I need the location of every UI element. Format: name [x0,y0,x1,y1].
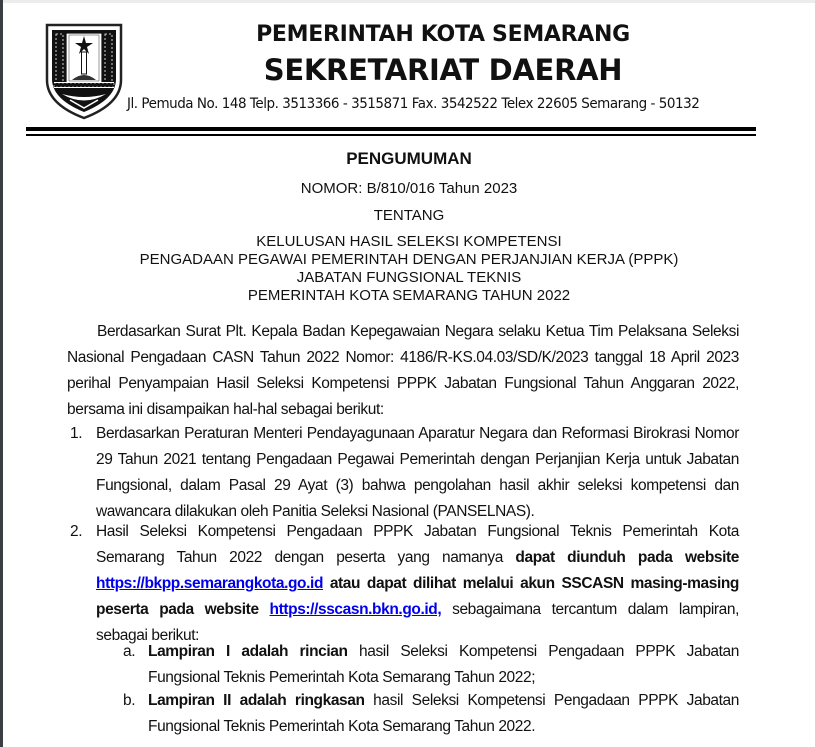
intro-text: Berdasarkan Surat Plt. Kepala Badan Kepegawaian Negara selaku Ketua Tim Pelaksana Seleksi Nasional Pengadaan CASN Tahun 2022 Nomor: 4186/R-KS.04.03/SD/K/2023 tanggal 18 April 2023 perihal Penyampaian Hasil Seleksi Kompetensi PPPK Jabatan Fungsional Tahun Anggaran 2022, bersama ini disampaikan hal-hal sebagai berikut: [67,323,739,418]
sscasn-website-link[interactable]: https://sscasn.bkn.go.id, [269,601,442,618]
emphasis-text: Lampiran II adalah ringkasan [148,692,365,709]
letterhead-rule-thick [26,127,756,131]
sub-item-a [123,639,739,691]
list-item-text: sebagaimana tercantum dalam lampiran, sebagai berikut: [96,601,739,644]
sub-item-text: hasil Seleksi Kompetensi Pengadaan PPPK Jabatan Fungsional Teknis Pemerintah Kota Semarang Tahun 2022; [148,643,739,686]
subject-line: PEMERINTAH KOTA SEMARANG TAHUN 2022 [247,287,571,304]
emphasis-text: dapat diunduh pada website [515,549,739,566]
list-item-2 [70,519,739,649]
emphasis-text: atau dapat dilihat melalui akun SSCASN masing-masing peserta pada website [96,575,739,618]
sub-item-text: hasil Seleksi Kompetensi Pengadaan PPPK Jabatan Fungsional Teknis Pemerintah Kota Semarang Tahun 2022. [148,692,739,735]
sub-item-letter: a. [123,643,136,660]
city-emblem-icon [44,22,124,120]
list-number: 2. [70,523,83,540]
list-item-1 [70,421,739,525]
letterhead-address: Jl. Pemuda No. 148 Telp. 3513366 - 3515871 Fax. 3542522 Telex 22605 Semarang - 50132 [127,96,700,112]
subject-line: KELULUSAN HASIL SELEKSI KOMPETENSI [256,233,562,250]
emphasis-text: Lampiran I adalah rincian [148,643,348,660]
document-page [3,0,815,747]
subject-line: JABATAN FUNGSIONAL TEKNIS [296,269,522,286]
bkpp-website-link[interactable]: https://bkpp.semarangkota.go.id [96,575,324,592]
intro-paragraph [67,319,739,423]
subject-line: PENGADAAN PEGAWAI PEMERINTAH DENGAN PERJANJIAN KERJA (PPPK) [139,251,679,268]
document-title: PENGUMUMAN [346,149,472,168]
document-about-label: TENTANG [373,207,445,224]
list-item-text: Hasil Seleksi Kompetensi Pengadaan PPPK Jabatan Fungsional Teknis Pemerintah Kota Semarang Tahun 2022 dengan peserta yang namanya [96,523,739,566]
document-subject [3,233,815,305]
letterhead-rule-thin [26,134,756,136]
sub-item-b [123,688,739,740]
list-number: 1. [70,425,83,442]
list-item-text: Berdasarkan Peraturan Menteri Pendayagunaan Aparatur Negara dan Reformasi Birokrasi Nomor 29 Tahun 2021 tentang Pengadaan Pegawai Pemerintah dengan Perjanjian Kerja untuk Jabatan Fungsional, dalam Pasal 29 Ayat (3) bahwa pengolahan hasil akhir seleksi kompetensi dan wawancara dilakukan oleh Panitia Seleksi Nasional (PANSELNAS). [96,425,739,520]
letterhead-office-name: SEKRETARIAT DAERAH [263,53,623,87]
document-number: NOMOR: B/810/016 Tahun 2023 [300,180,518,197]
sub-item-letter: b. [123,692,136,709]
letterhead-government-name: PEMERINTAH KOTA SEMARANG [256,22,630,47]
